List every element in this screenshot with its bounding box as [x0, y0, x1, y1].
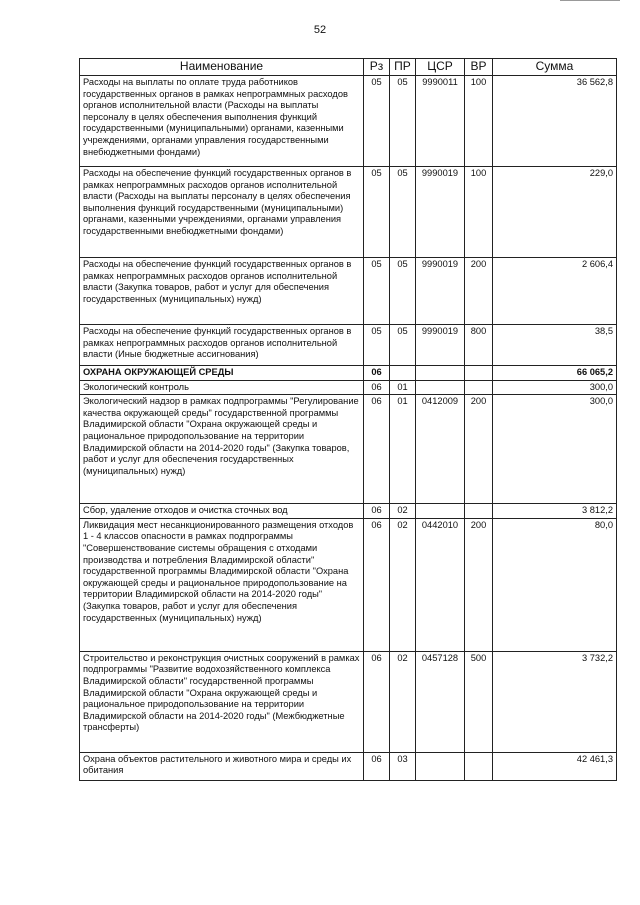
table-row — [80, 504, 617, 519]
table-row — [80, 752, 617, 780]
cell-name: Экологический контроль — [80, 380, 364, 395]
cell-pr: 02 — [390, 518, 416, 651]
header-sum: Сумма — [493, 59, 617, 76]
cell-vr — [465, 380, 493, 395]
cell-sum: 3 732,2 — [493, 651, 617, 752]
cell-sum: 229,0 — [493, 167, 617, 258]
cell-csr — [416, 752, 465, 780]
cell-vr: 200 — [465, 518, 493, 651]
cell-name: Экологический надзор в рамках подпрограммы "Регулирование качества окружающей среды" государственной программы Владимирской области "Охрана окружающей среды и рациональное природопользование на территории Владимирской области на 2014-2020 годы" (Закупка товаров, работ и услуг для обеспечения государственных (муниципальных) нужд) — [80, 395, 364, 504]
cell-vr — [465, 752, 493, 780]
cell-pr: 05 — [390, 76, 416, 167]
table-row — [80, 76, 617, 167]
cell-pr: 01 — [390, 380, 416, 395]
cell-pr: 05 — [390, 258, 416, 325]
cell-name: Расходы на обеспечение функций государственных органов в рамках непрограммных расходов органов исполнительной власти (Расходы на выплаты персоналу в целях обеспечения выполнения функций государственными (муниципальными) органами, казенными учреждениями, органами управления государственными внебюджетными фондами) — [80, 167, 364, 258]
cell-pr: 05 — [390, 167, 416, 258]
cell-pr: 05 — [390, 325, 416, 366]
cell-sum: 300,0 — [493, 395, 617, 504]
cell-name: ОХРАНА ОКРУЖАЮЩЕЙ СРЕДЫ — [80, 366, 364, 381]
table-row — [80, 325, 617, 366]
cell-name: Расходы на обеспечение функций государственных органов в рамках непрограммных расходов органов исполнительной власти (Иные бюджетные ассигнования) — [80, 325, 364, 366]
cell-rz: 06 — [364, 752, 390, 780]
cell-vr: 500 — [465, 651, 493, 752]
cell-vr: 100 — [465, 167, 493, 258]
table-row — [80, 651, 617, 752]
table-row — [80, 167, 617, 258]
cell-rz: 05 — [364, 76, 390, 167]
cell-vr: 200 — [465, 395, 493, 504]
cell-pr: 02 — [390, 504, 416, 519]
header-vr: ВР — [465, 59, 493, 76]
table-row — [80, 380, 617, 395]
cell-csr — [416, 366, 465, 381]
table-row — [80, 258, 617, 325]
cell-sum: 38,5 — [493, 325, 617, 366]
table-body — [80, 76, 617, 781]
table-row — [80, 395, 617, 504]
cell-rz: 05 — [364, 258, 390, 325]
cell-rz: 06 — [364, 380, 390, 395]
cell-csr: 0442010 — [416, 518, 465, 651]
cell-sum: 36 562,8 — [493, 76, 617, 167]
cell-csr: 0457128 — [416, 651, 465, 752]
cell-pr: 01 — [390, 395, 416, 504]
cell-rz: 05 — [364, 325, 390, 366]
cell-name: Строительство и реконструкция очистных сооружений в рамках подпрограммы "Развитие водохозяйственного комплекса Владимирской области" государственной программы Владимирской области "Охрана окружающей среды и рациональное природопользование на территории Владимирской области на 2014-2020 годы" (Межбюджетные трансферты) — [80, 651, 364, 752]
cell-sum: 2 606,4 — [493, 258, 617, 325]
cell-sum: 3 812,2 — [493, 504, 617, 519]
page-number: 52 — [313, 24, 327, 36]
cell-name: Ликвидация мест несанкционированного размещения отходов 1 - 4 классов опасности в рамках подпрограммы "Совершенствование системы обращения с отходами производства и потребления Владимирской области" государственной программы Владимирской области "Охрана окружающей среды и рациональное природопользование на территории Владимирской области на 2014-2020 годы" (Закупка товаров, работ и услуг для обеспечения государственных (муниципальных) нужд) — [80, 518, 364, 651]
table-header-row — [80, 59, 617, 76]
cell-rz: 06 — [364, 395, 390, 504]
cell-sum: 300,0 — [493, 380, 617, 395]
scan-edge-mark — [560, 0, 620, 1]
cell-name: Расходы на обеспечение функций государственных органов в рамках непрограммных расходов органов исполнительной власти (Закупка товаров, работ и услуг для обеспечения государственных (муниципальных) нужд) — [80, 258, 364, 325]
table-row — [80, 518, 617, 651]
budget-table — [79, 58, 617, 781]
cell-sum: 42 461,3 — [493, 752, 617, 780]
cell-vr: 100 — [465, 76, 493, 167]
header-pr: ПР — [390, 59, 416, 76]
cell-csr — [416, 380, 465, 395]
cell-pr: 02 — [390, 651, 416, 752]
cell-pr: 03 — [390, 752, 416, 780]
table-row — [80, 366, 617, 381]
cell-name: Сбор, удаление отходов и очистка сточных вод — [80, 504, 364, 519]
cell-csr: 9990011 — [416, 76, 465, 167]
header-csr: ЦСР — [416, 59, 465, 76]
cell-vr: 200 — [465, 258, 493, 325]
cell-name: Расходы на выплаты по оплате труда работников государственных органов в рамках непрограммных расходов органов исполнительной власти (Расходы на выплаты персоналу в целях обеспечения выполнения функций государственными (муниципальными) органами, казенными учреждениями, органами управления государственными внебюджетными фондами) — [80, 76, 364, 167]
cell-rz: 06 — [364, 504, 390, 519]
cell-rz: 06 — [364, 651, 390, 752]
cell-vr: 800 — [465, 325, 493, 366]
cell-rz: 05 — [364, 167, 390, 258]
cell-vr — [465, 366, 493, 381]
cell-csr: 9990019 — [416, 258, 465, 325]
cell-csr: 0412009 — [416, 395, 465, 504]
header-name: Наименование — [80, 59, 364, 76]
cell-rz: 06 — [364, 518, 390, 651]
cell-vr — [465, 504, 493, 519]
cell-rz: 06 — [364, 366, 390, 381]
header-rz: Рз — [364, 59, 390, 76]
cell-sum: 66 065,2 — [493, 366, 617, 381]
cell-name: Охрана объектов растительного и животного мира и среды их обитания — [80, 752, 364, 780]
cell-sum: 80,0 — [493, 518, 617, 651]
cell-csr — [416, 504, 465, 519]
cell-pr — [390, 366, 416, 381]
cell-csr: 9990019 — [416, 167, 465, 258]
cell-csr: 9990019 — [416, 325, 465, 366]
